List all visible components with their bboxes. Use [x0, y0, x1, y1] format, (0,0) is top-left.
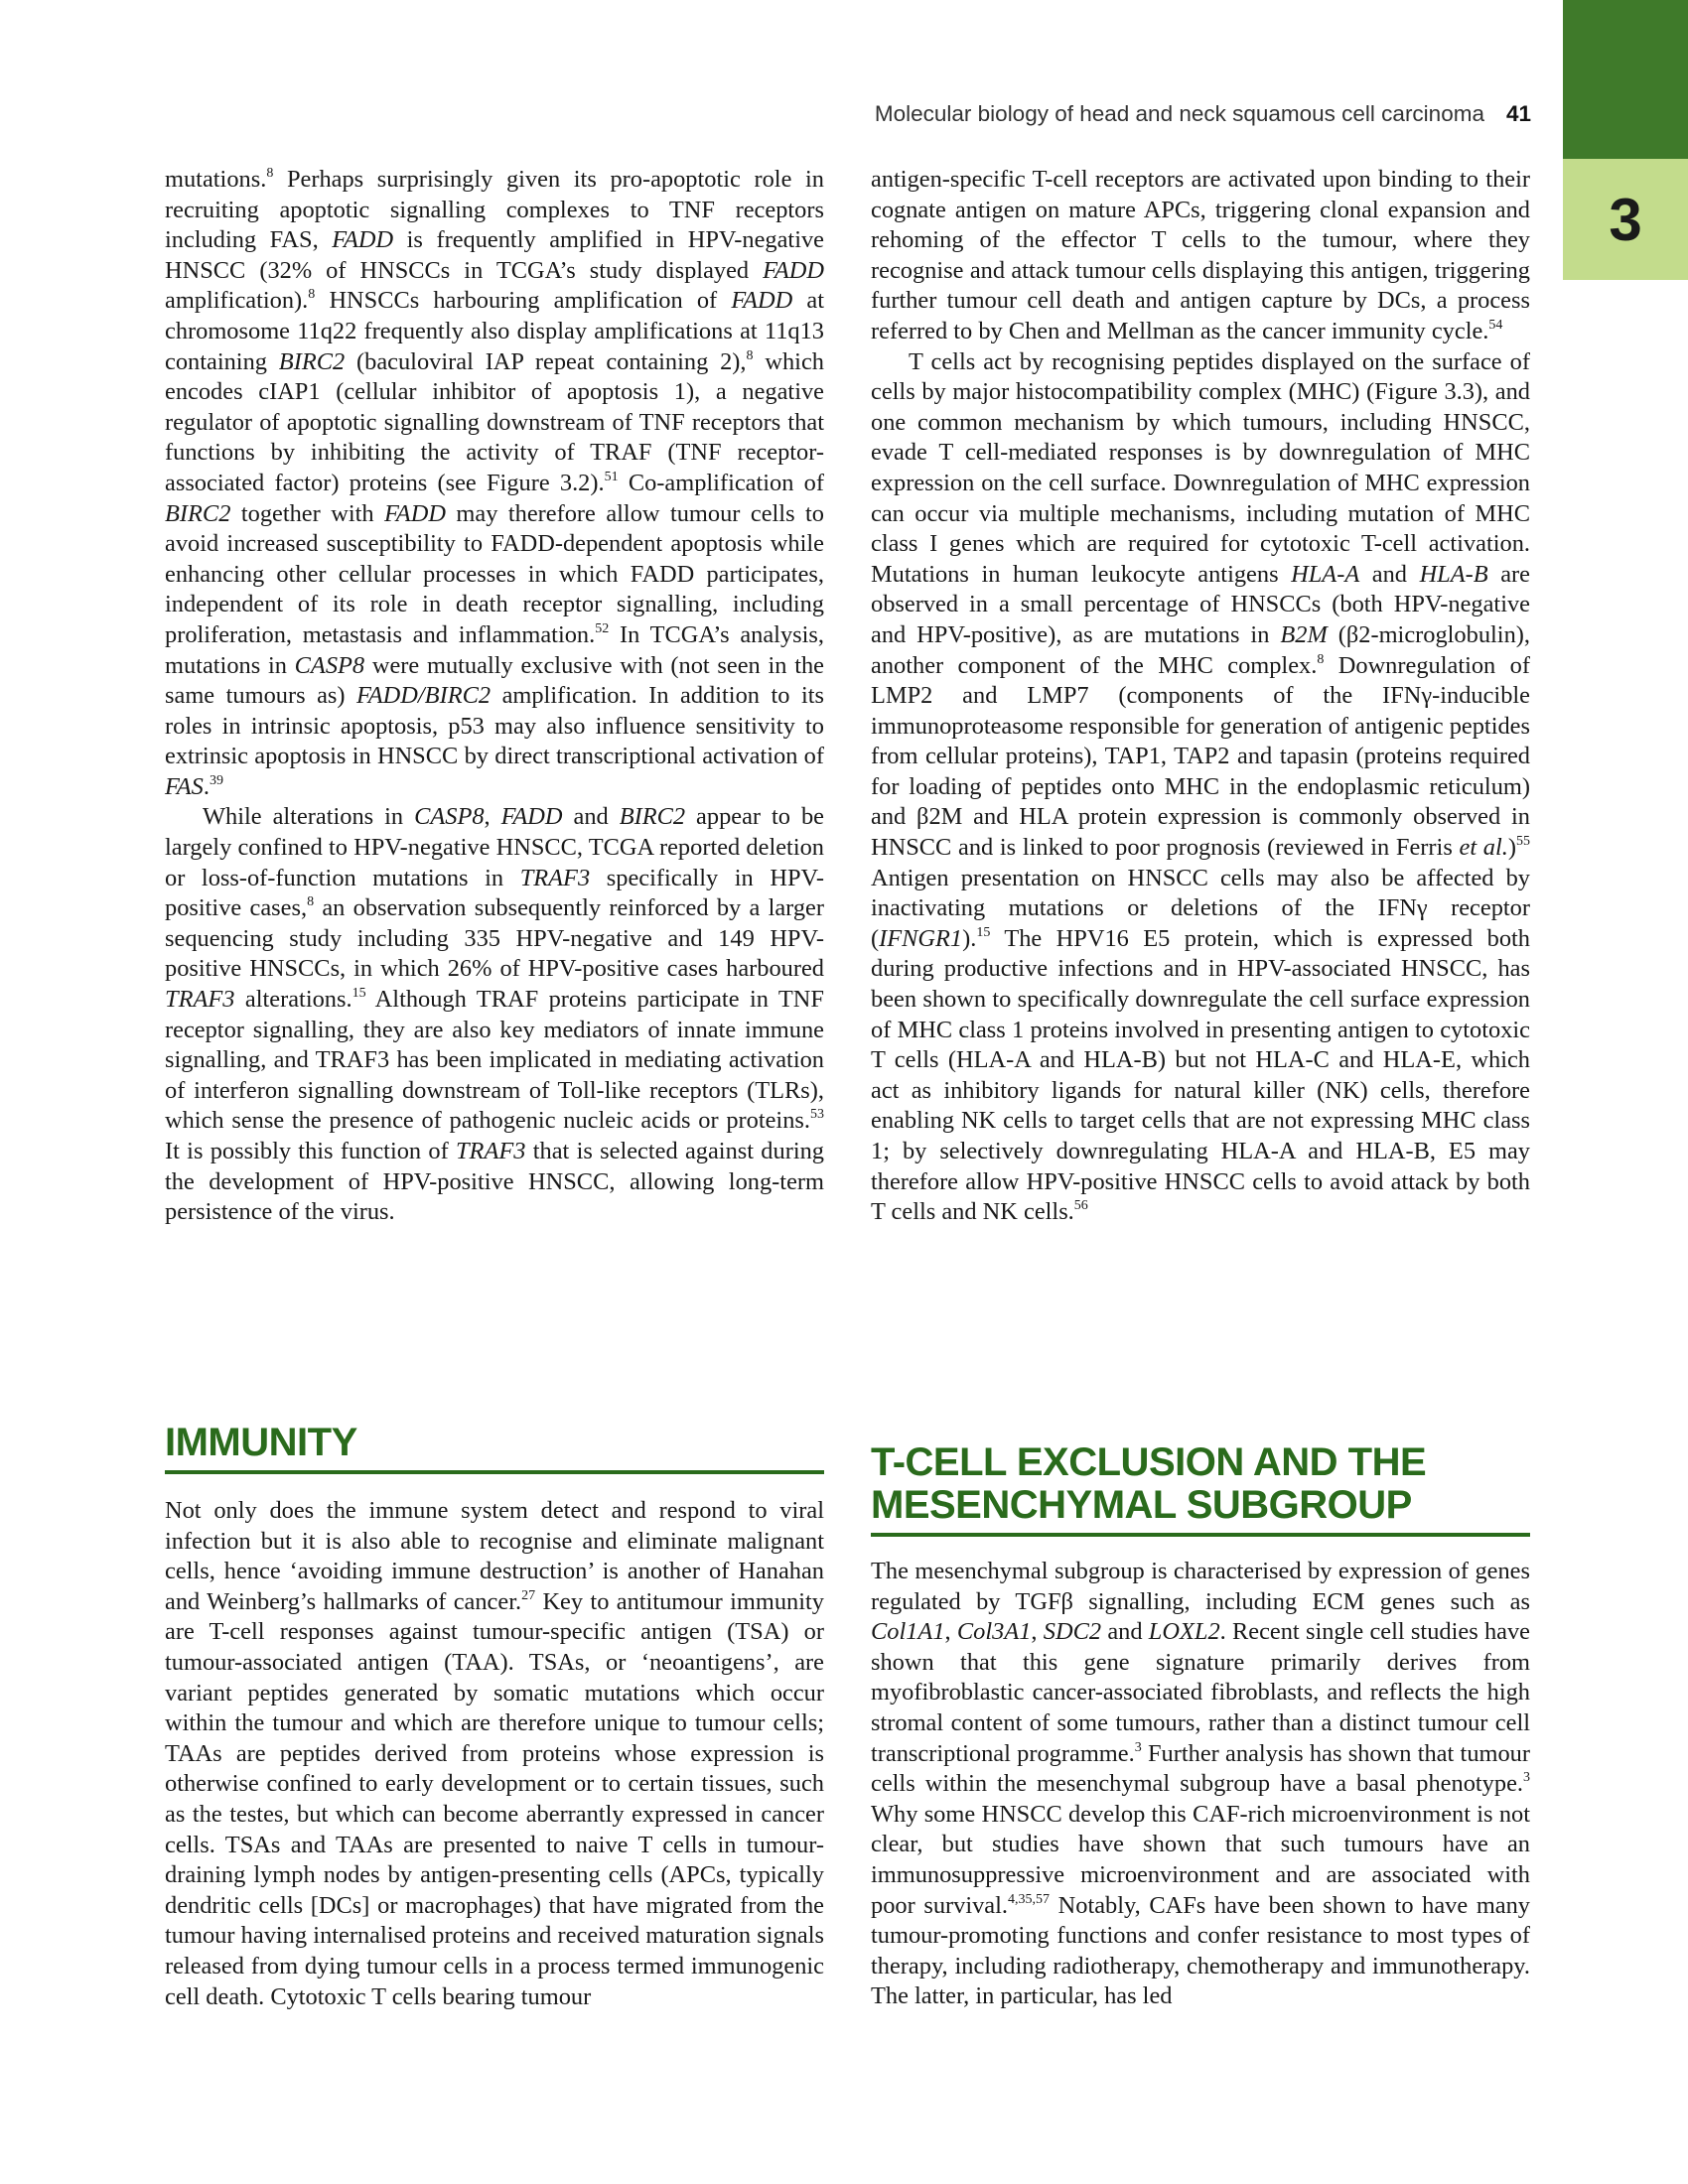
left-column-top — [165, 165, 824, 1228]
paragraph: The mesenchymal subgroup is characterised by expression of genes regulated by TGFβ signalling, including ECM genes such as Col1A1, Col3A1, SDC2 and LOXL2. Recent single cell studies have shown that this gene signature primarily derives from myofibroblastic cancer-associated fibroblasts, and reflects the high stromal content of some tumours, rather than a distinct tumour cell transcriptional programme.$^3$ Further analysis has shown that tumour cells within the mesenchymal subgroup have a basal phenotype.$^3$ Why some HNSCC develop this CAF-rich microenvironment is not clear, but studies have shown that such tumours have an immunosuppressive microenvironment and are associated with poor survival.$^{4,35,57}$ Notably, CAFs have been shown to have many tumour-promoting functions and confer resistance to most types of therapy, including radiotherapy, chemotherapy and immunotherapy. The latter, in particular, has led — [871, 1558, 1531, 2010]
paragraph: Not only does the immune system detect and respond to viral infection but it is also able to recognise and eliminate malignant cells, hence ‘avoiding immune destruction’ is another of Hanahan and Weinberg’s hallmarks of cancer.$^{27}$ Key to antitumour immunity are T-cell responses against tumour-specific antigen (TSA) or tumour-associated antigen (TAA). TSAs, or ‘neoantigens’, are variant peptides generated by somatic mutations which occur within the tumour and which are therefore unique to tumour cells; TAAs are peptides derived from proteins whose expression is otherwise confined to early development or to certain tissues, such as the testes, but which can become aberrantly expressed in cancer cells. TSAs and TAAs are presented to naive T cells in tumour-draining lymph nodes by antigen-presenting cells (APCs, typically dendritic cells [DCs] or macrophages) that have migrated from the tumour having internalised proteins and received maturation signals released from dying tumour cells in a process termed immunogenic cell death. Cytotoxic T cells bearing tumour — [165, 1497, 824, 2010]
paragraph: antigen-specific T-cell receptors are activated upon binding to their cognate antigen on mature APCs, triggering clonal expansion and rehoming of the effector T cells to the tumour, where they recognise and attack tumour cells displaying this antigen, triggering further tumour cell death and antigen capture by DCs, a process referred to by Chen and Mellman as the cancer immunity cycle.$^{54}$ — [871, 166, 1530, 344]
paragraph: While alterations in CASP8, FADD and BIRC2 appear to be largely confined to HPV-negative HNSCC, TCGA reported deletion or loss-of-function mutations in TRAF3 specifically in HPV-positive cases,$^8$ an observation subsequently reinforced by a larger sequencing study including 335 HPV-negative and 149 HPV-positive HNSCCs, in which 26% of HPV-positive cases harboured TRAF3 alterations.$^{15}$ Although TRAF proteins participate in TNF receptor signalling, they are also key mediators of innate immune signalling, and TRAF3 has been implicated in mediating activation of interferon signalling downstream of Toll-like receptors (TLRs), which sense the presence of pathogenic nucleic acids or proteins.$^{53}$ It is possibly this function of TRAF3 that is selected against during the development of HPV-positive HNSCC, allowing long-term persistence of the virus. — [165, 803, 825, 1226]
right-column-bottom — [871, 1441, 1530, 2012]
chapter-number: 3 — [1609, 186, 1642, 253]
paragraph: T cells act by recognising peptides displayed on the surface of cells by major histocompatibility complex (MHC) (Figure 3.3), and one common mechanism by which tumours, including HNSCC, evade T cell-mediated responses is by downregulation of MHC expression on the cell surface. Downregulation of MHC expression can occur via multiple mechanisms, including mutation of MHC class I genes which are required for cytotoxic T-cell activation. Mutations in human leukocyte antigens HLA-A and HLA-B are observed in a small percentage of HNSCCs (both HPV-negative and HPV-positive), as are mutations in B2M (β2-microglobulin), another component of the MHC complex.$^8$ Downregulation of LMP2 and LMP7 (components of the IFNγ-inducible immunoproteasome responsible for generation of antigenic peptides from cellular proteins), TAP1, TAP2 and tapasin (proteins required for loading of peptides onto MHC in the endoplasmic reticulum) and β2M and HLA protein expression is commonly observed in HNSCC and is linked to poor prognosis (reviewed in Ferris et al.)$^{55}$ Antigen presentation on HNSCC cells may also be affected by inactivating mutations or deletions of the IFNγ receptor (IFNGR1).$^{15}$ The HPV16 E5 protein, which is expressed both during productive infections and in HPV-associated HNSCC, has been shown to specifically downregulate the cell surface expression of MHC class 1 proteins involved in presenting antigen to cytotoxic T cells (HLA-A and HLA-B) but not HLA-C and HLA-E, which act as inhibitory ligands for natural killer (NK) cells, therefore enabling NK cells to target cells that are not expressing MHC class 1; by selectively downregulating HLA-A and HLA-B, E5 may therefore allow HPV-positive HNSCC cells to avoid attack by both T cells and NK cells.$^{56}$ — [871, 347, 1530, 1226]
chapter-tab — [1563, 159, 1688, 280]
chapter-tab-dark — [1563, 0, 1688, 159]
page-number: 41 — [1505, 101, 1531, 126]
section-heading-tcell-exclusion: T-CELL EXCLUSION AND THE MESENCHYMAL SUBGROUP — [871, 1441, 1530, 1537]
left-column-bottom — [165, 1422, 824, 2012]
paragraph: mutations.$^8$ Perhaps surprisingly given its pro-apoptotic role in recruiting apoptotic signalling complexes to TNF receptors including FAS, FADD is frequently amplified in HPV-negative HNSCC (32% of HNSCCs in TCGA’s study displayed FADD amplification).$^8$ HNSCCs harbouring amplification of FADD at chromosome 11q22 frequently also display amplifications at 11q13 containing BIRC2 (baculoviral IAP repeat containing 2),$^8$ which encodes cIAP1 (cellular inhibitor of apoptosis 1), a negative regulator of apoptotic signalling downstream of TNF receptors that functions by inhibiting the activity of TRAF (TNF receptor-associated factor) proteins (see Figure 3.2).$^{51}$ Co-amplification of BIRC2 together with FADD may therefore allow tumour cells to avoid increased susceptibility to FADD-dependent apoptosis while enhancing other cellular processes in which FADD participates, independent of its role in death receptor signalling, including proliferation, metastasis and inflammation.$^{52}$ In TCGA’s analysis, mutations in CASP8 were mutually exclusive with (not seen in the same tumours as) FADD/BIRC2 amplification. In addition to its roles in intrinsic apoptosis, p53 may also influence sensitivity to extrinsic apoptosis in HNSCC by direct transcriptional activation of FAS.$^{39}$ — [165, 166, 825, 800]
right-column-top — [871, 165, 1530, 1228]
section-heading-immunity: IMMUNITY — [165, 1422, 824, 1474]
running-header — [875, 101, 1531, 127]
running-title: Molecular biology of head and neck squamous cell carcinoma — [874, 101, 1484, 126]
